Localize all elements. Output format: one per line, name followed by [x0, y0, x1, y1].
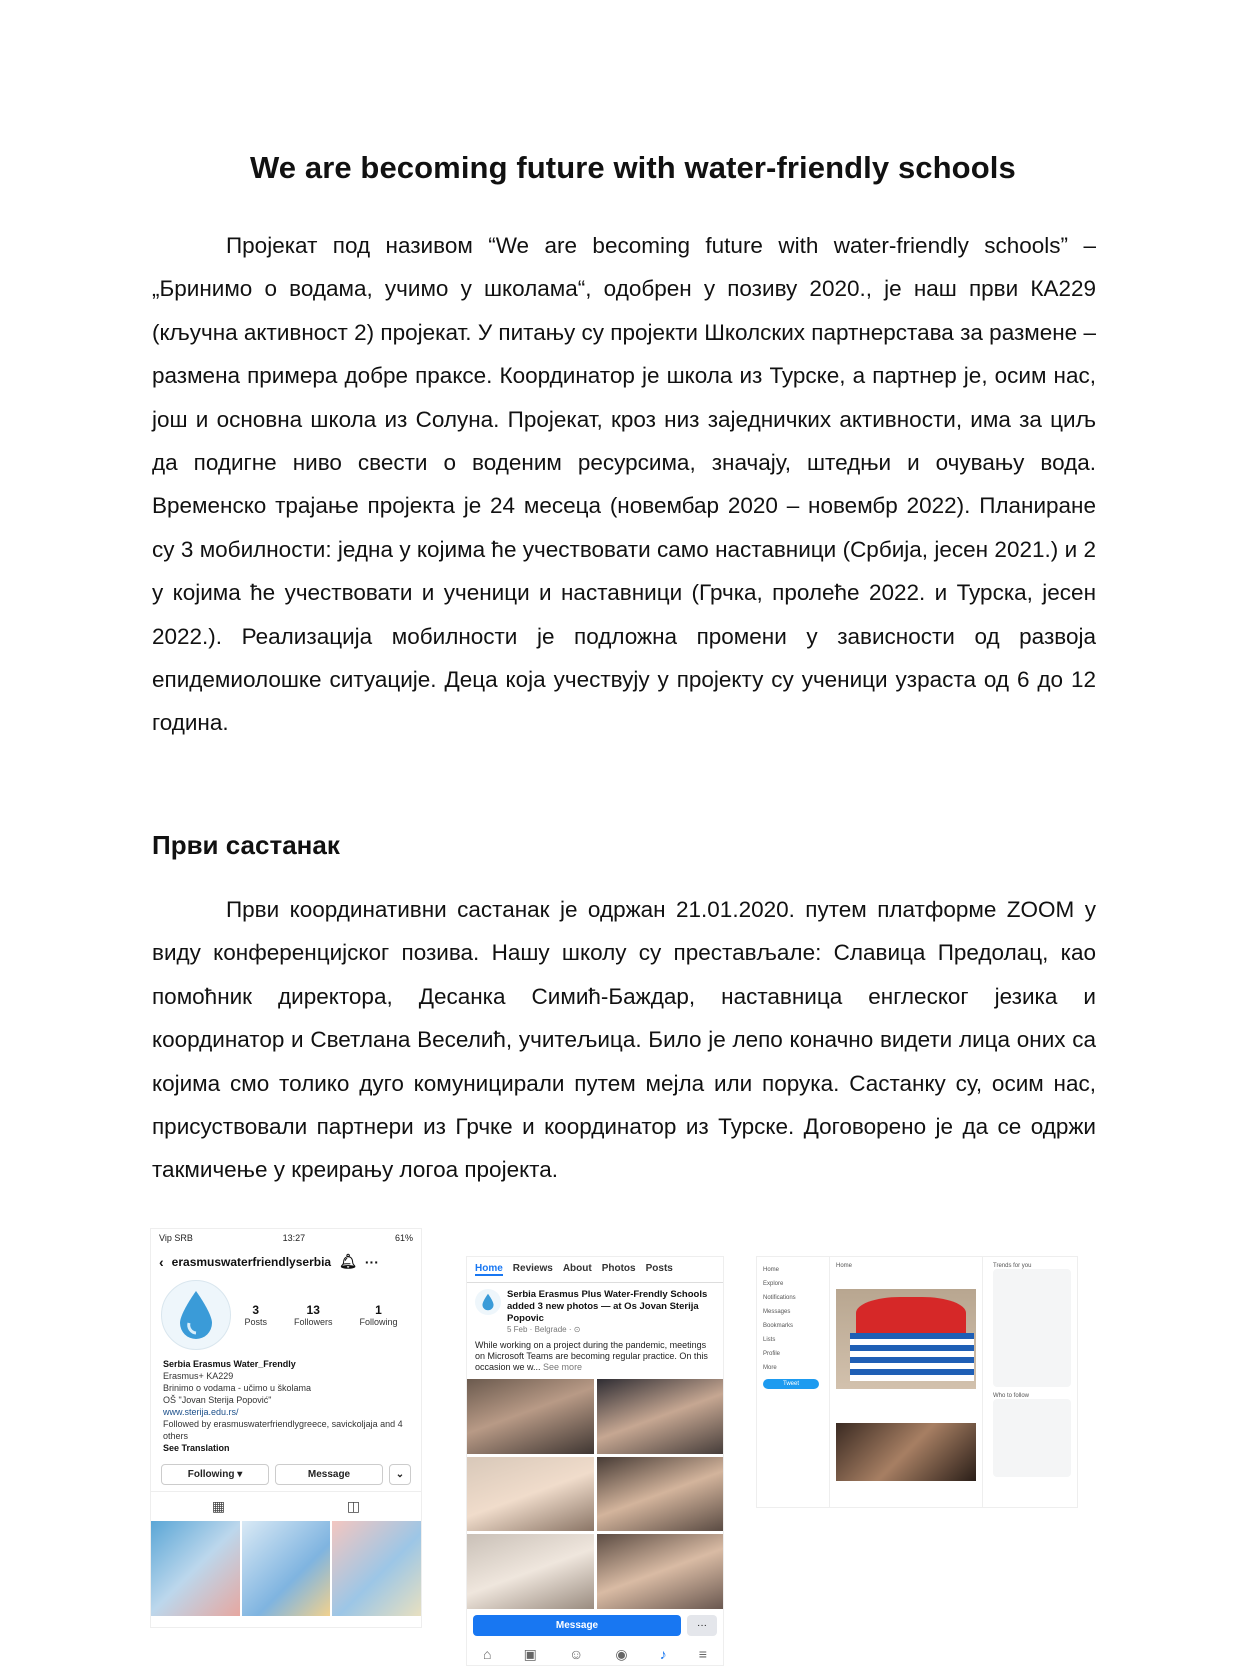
ig-photo[interactable]	[151, 1521, 240, 1616]
tw-sidebar	[757, 1257, 825, 1507]
follow-header: Who to follow	[993, 1393, 1030, 1399]
ig-followed-by[interactable]: Followed by erasmuswaterfriendlygreece, savickoljaja and 4 others	[163, 1419, 403, 1441]
sidebar-item-messages[interactable]: Messages	[763, 1309, 791, 1315]
chevron-left-icon[interactable]: ‹	[159, 1253, 164, 1270]
meeting-photo[interactable]	[467, 1379, 594, 1454]
document-title: We are becoming future with water-friendly schools	[250, 150, 1016, 185]
ig-bio-link[interactable]: www.sterija.edu.rs/	[163, 1407, 239, 1417]
ig-photo-grid	[151, 1521, 421, 1616]
tw-right-panel	[987, 1257, 1077, 1507]
trends-box	[993, 1269, 1071, 1387]
groups-icon[interactable]: ◉	[615, 1646, 628, 1662]
ig-top-bar	[151, 1247, 421, 1276]
ig-action-buttons	[151, 1458, 421, 1491]
fb-message-button[interactable]: Message	[473, 1615, 681, 1636]
sidebar-item-profile[interactable]: Profile	[763, 1351, 781, 1357]
profile-icon[interactable]: ☺	[568, 1646, 584, 1662]
fb-tabs	[467, 1257, 723, 1283]
video-icon[interactable]: ▣	[523, 1646, 537, 1662]
meeting-photo[interactable]	[597, 1534, 724, 1609]
see-more-link[interactable]: See more	[543, 1362, 583, 1372]
fb-message-bar	[467, 1609, 723, 1642]
ig-photo[interactable]	[332, 1521, 421, 1616]
grid-icon[interactable]: ▦	[211, 1498, 226, 1514]
ig-stats	[231, 1303, 411, 1327]
follow-box	[993, 1399, 1071, 1477]
meeting-paragraph: Први координативни састанак је одржан 21.01.2020. путем платформе ZOOM у виду конференцијског позива. Нашу школу су престављале: Славица Предолац, као помоћник директора, Десанка Симић-Баждар, наставница енглеског језика и координатор и Светлана Веселић, учитељица. Било је лепо коначно видети лица оних са којима смо толико дуго комуницирали путем мејла или порука. Састанку су, осим нас, присуствовали партнери из Грчке и координатор из Турске. Договорено је да се одржи такмичење у креирању логоа пројекта.	[152, 897, 1096, 1183]
tagged-icon[interactable]: ◫	[346, 1498, 361, 1514]
ig-username: erasmuswaterfriendlyserbia	[171, 1254, 332, 1269]
ig-posts-stat[interactable]: 3 Posts	[244, 1303, 267, 1327]
clock-label: 13:27	[282, 1233, 306, 1243]
flags-photo[interactable]	[836, 1289, 976, 1389]
menu-icon[interactable]: ≡	[698, 1646, 707, 1662]
meeting-photo[interactable]	[597, 1457, 724, 1532]
meeting-photo[interactable]	[467, 1534, 594, 1609]
tab-photos[interactable]: Photos	[601, 1263, 636, 1274]
tab-home[interactable]: Home	[475, 1263, 503, 1274]
ig-photo[interactable]	[242, 1521, 331, 1616]
sidebar-item-home[interactable]: Home	[763, 1267, 780, 1273]
tab-about[interactable]: About	[562, 1263, 592, 1274]
chevron-down-icon[interactable]: ⌄	[389, 1464, 411, 1485]
tab-reviews[interactable]: Reviews	[512, 1263, 553, 1274]
phone-status-bar	[151, 1229, 421, 1247]
fb-post-header	[467, 1283, 723, 1340]
fb-bottom-nav	[467, 1642, 723, 1666]
instagram-screenshot	[150, 1228, 422, 1628]
facebook-screenshot	[466, 1256, 724, 1666]
tw-main-header: Home	[836, 1263, 853, 1269]
tw-timeline	[829, 1257, 983, 1507]
ig-followers-stat[interactable]: 13 Followers	[293, 1303, 333, 1327]
fb-post-text: While working on a project during the pandemic, meetings on Microsoft Teams are becoming regular practice. On this occasion we w... See more	[475, 1340, 708, 1372]
ig-bio: Serbia Erasmus Water_Frendly Erasmus+ KA229 Brinimo o vodama - učimo u školama OŠ "Jovan Sterija Popović" www.sterija.edu.rs/ Followed by erasmuswaterfriendlygreece, savickoljaja and 4 others See Translation	[151, 1354, 421, 1458]
meeting-photo[interactable]	[467, 1457, 594, 1532]
tab-posts[interactable]: Posts	[645, 1263, 673, 1274]
sidebar-item-lists[interactable]: Lists	[763, 1337, 776, 1343]
meeting-photo[interactable]	[597, 1379, 724, 1454]
sidebar-item-explore[interactable]: Explore	[763, 1281, 784, 1287]
sidebar-item-bookmarks[interactable]: Bookmarks	[763, 1323, 794, 1329]
sidebar-item-more[interactable]: More	[763, 1365, 777, 1371]
fb-post-meta: 5 Feb · Belgrade · ⊙	[507, 1325, 581, 1334]
ig-see-translation[interactable]: See Translation	[163, 1443, 230, 1453]
fb-photo-collage	[467, 1379, 723, 1609]
tweet-photo[interactable]	[836, 1423, 976, 1481]
fb-more-button[interactable]: ···	[687, 1615, 717, 1636]
bell-icon[interactable]: ♪	[659, 1646, 667, 1662]
ellipsis-icon[interactable]: ···	[364, 1253, 379, 1270]
tweet-button[interactable]: Tweet	[763, 1379, 819, 1389]
ig-profile-header	[151, 1276, 421, 1354]
bell-icon[interactable]: 🔔︎	[339, 1253, 357, 1269]
sidebar-item-notifications[interactable]: Notifications	[763, 1295, 796, 1301]
water-drop-avatar	[161, 1280, 231, 1350]
greek-flag	[850, 1333, 974, 1381]
water-drop-avatar[interactable]	[475, 1289, 501, 1315]
home-icon[interactable]: ⌂	[483, 1646, 492, 1662]
battery-label: 61%	[394, 1233, 413, 1243]
section-heading: Први састанак	[152, 830, 340, 860]
following-button[interactable]: Following ▾	[161, 1464, 269, 1485]
message-button[interactable]: Message	[275, 1464, 383, 1485]
fb-post-title[interactable]: Serbia Erasmus Plus Water-Frendly Schools added 3 new photos — at Os Jovan Sterija Popovic	[507, 1289, 708, 1324]
trends-header: Trends for you	[993, 1263, 1032, 1269]
carrier-label: Vip SRB	[159, 1233, 193, 1243]
twitter-screenshot	[756, 1256, 1078, 1508]
ig-following-stat[interactable]: 1 Following	[359, 1303, 398, 1327]
ig-tabs	[151, 1491, 421, 1521]
turkish-flag	[856, 1297, 966, 1337]
intro-paragraph: Пројекат под називом “We are becoming future with water-friendly schools” – „Бринимо о водама, учимо у школама“, одобрен у позиву 2020., је наш први КА229 (кључна активност 2) пројекат. У питању су пројекти Школских партнерстава за размене – размена примера добре праксе. Координатор је школа из Турске, а партнер је, осим нас, још и основна школа из Солуна. Пројекат, кроз низ заједничких активности, има за циљ да подигне ниво свести о воденим ресурсима, значају, штедњи и очувању вода. Временско трајање пројекта је 24 месеца (новембар 2020 – новембр 2022). Планиране су 3 мобилности: једна у којима ће учествовати само наставници (Србија, јесен 2021.) и 2 у којима ће учествовати и ученици и наставници (Грчка, пролеће 2022. и Турска, јесен 2022.). Реализација мобилности је подложна промени у зависности од развоја епидемиолошке ситуације. Деца која учествују у пројекту су ученици узраста од 6 до 12 година.	[152, 233, 1096, 736]
